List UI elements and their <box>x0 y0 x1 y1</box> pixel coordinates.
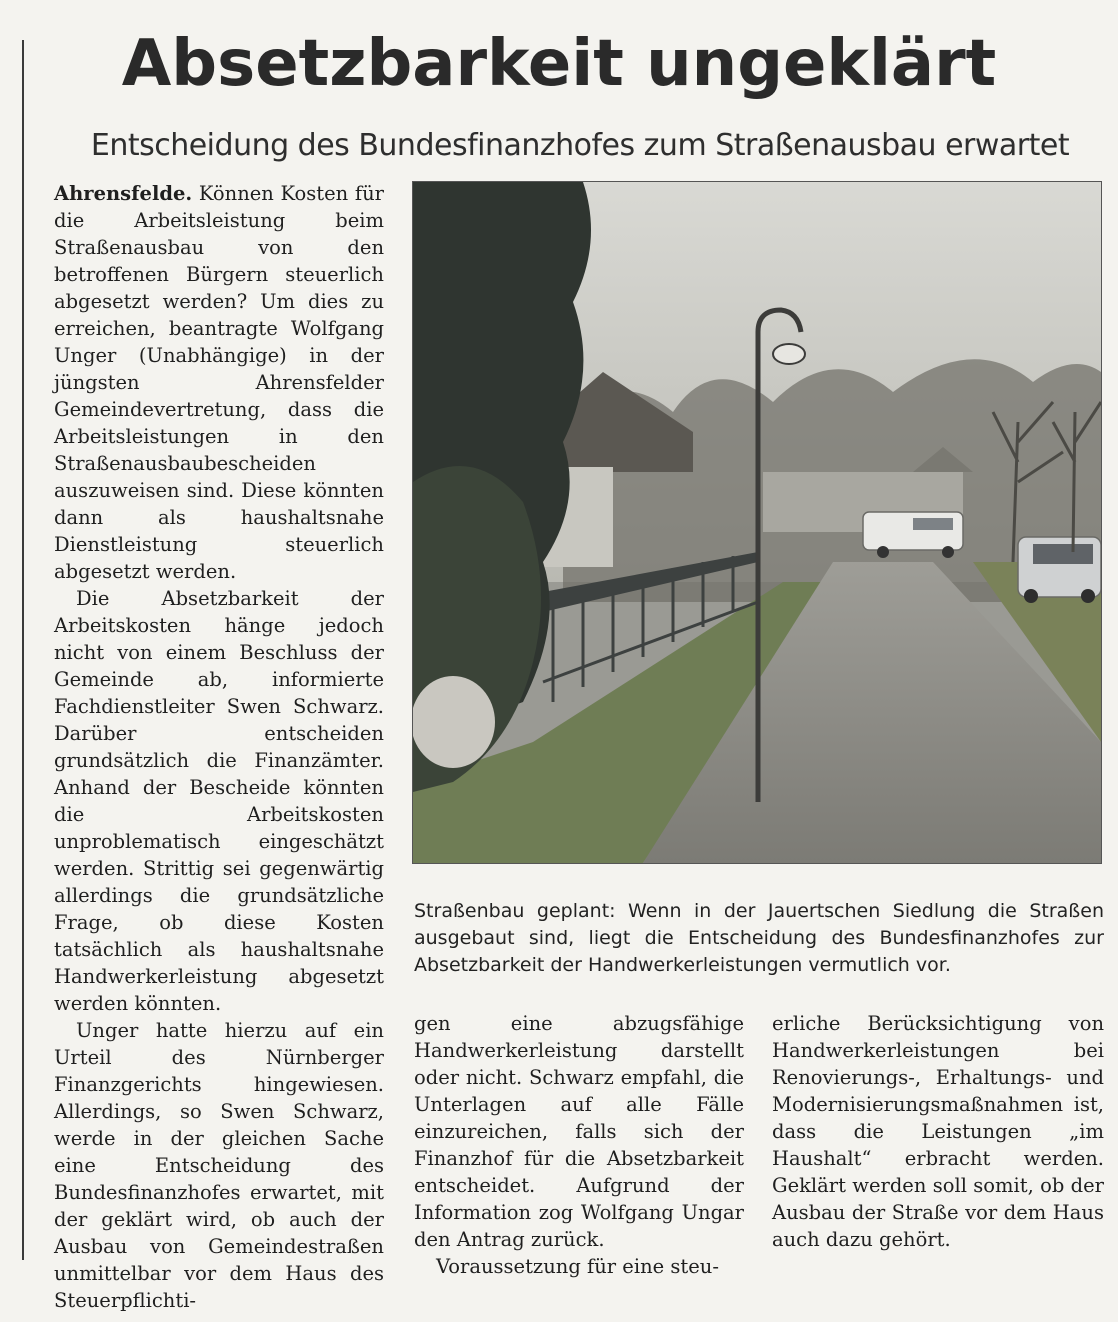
paragraph: gen eine abzugsfähige Handwerkerleistung darstellt oder nicht. Schwarz empfahl, die Unterlagen auf alle Fälle einzureichen, falls sich der Finanzhof für die Absetzbarkeit entscheidet. Aufgrund der Information zog Wolfgang Ungar den Antrag zurück. <box>414 1012 744 1251</box>
paragraph: Voraussetzung für eine steu- <box>436 1255 719 1278</box>
article-column-3 <box>772 1010 1104 1253</box>
paragraph-text: Können Kosten für die Arbeitsleistung beim Straßenausbau von den betroffenen Bürgern steuerlich abgesetzt werden? Um dies zu erreichen, beantragte Wolfgang Unger (Unabhängige) in der jüngsten Ahrensfelder Gemeindevertretung, dass die Arbeitsleistungen in den Straßenausbaubescheiden auszuweisen sind. Diese könnten dann als haushaltsnahe Dienstleistung steuerlich abgesetzt werden. <box>54 182 384 583</box>
column-rule <box>22 40 24 1260</box>
subheadline: Entscheidung des Bundesfinanzhofes zum Straßenausbau erwartet <box>90 128 1070 163</box>
article-column-2 <box>414 1010 744 1280</box>
dateline: Ahrensfelde. <box>54 182 193 205</box>
paragraph: Unger hatte hierzu auf ein Urteil des Nürnberger Finanzgerichts hingewiesen. Allerdings, so Swen Schwarz, werde in der gleichen Sache eine Entscheidung des Bundesfinanzhofes erwartet, mit der geklärt wird, ob auch der Ausbau von Gemeindestraßen unmittelbar vor dem Haus des Steuerpflichti- <box>54 1019 384 1312</box>
street-photo-image <box>413 182 1101 863</box>
paragraph: erliche Berücksichtigung von Handwerkerleistungen bei Renovierungs-, Erhaltungs- und Modernisierungsmaßnahmen ist, dass die Leistungen „im Haushalt“ erbracht werden. Geklärt werden soll somit, ob der Ausbau der Straße vor dem Haus auch dazu gehört. <box>772 1012 1104 1251</box>
paragraph <box>54 180 384 585</box>
headline: Absetzbarkeit ungeklärt <box>121 27 997 101</box>
street-photo <box>412 181 1102 864</box>
article-column-1 <box>54 180 384 1314</box>
paragraph: Die Absetzbarkeit der Arbeitskosten hänge jedoch nicht von einem Beschluss der Gemeinde ab, informierte Fachdienstleiter Swen Schwarz. Darüber entscheiden grundsätzlich die Finanzämter. Anhand der Bescheide könnten die Arbeitskosten unproblematisch eingeschätzt werden. Strittig sei gegenwärtig allerdings die grundsätzliche Frage, ob diese Kosten tatsächlich als haushaltsnahe Handwerkerleistung abgesetzt werden könnten. <box>54 587 384 1015</box>
photo-caption: Straßenbau geplant: Wenn in der Jauertschen Siedlung die Straßen ausgebaut sind, liegt die Entscheidung des Bundesfinanzhofes zur Absetzbarkeit der Handwerkerleistungen vermutlich vor. <box>414 900 1104 976</box>
